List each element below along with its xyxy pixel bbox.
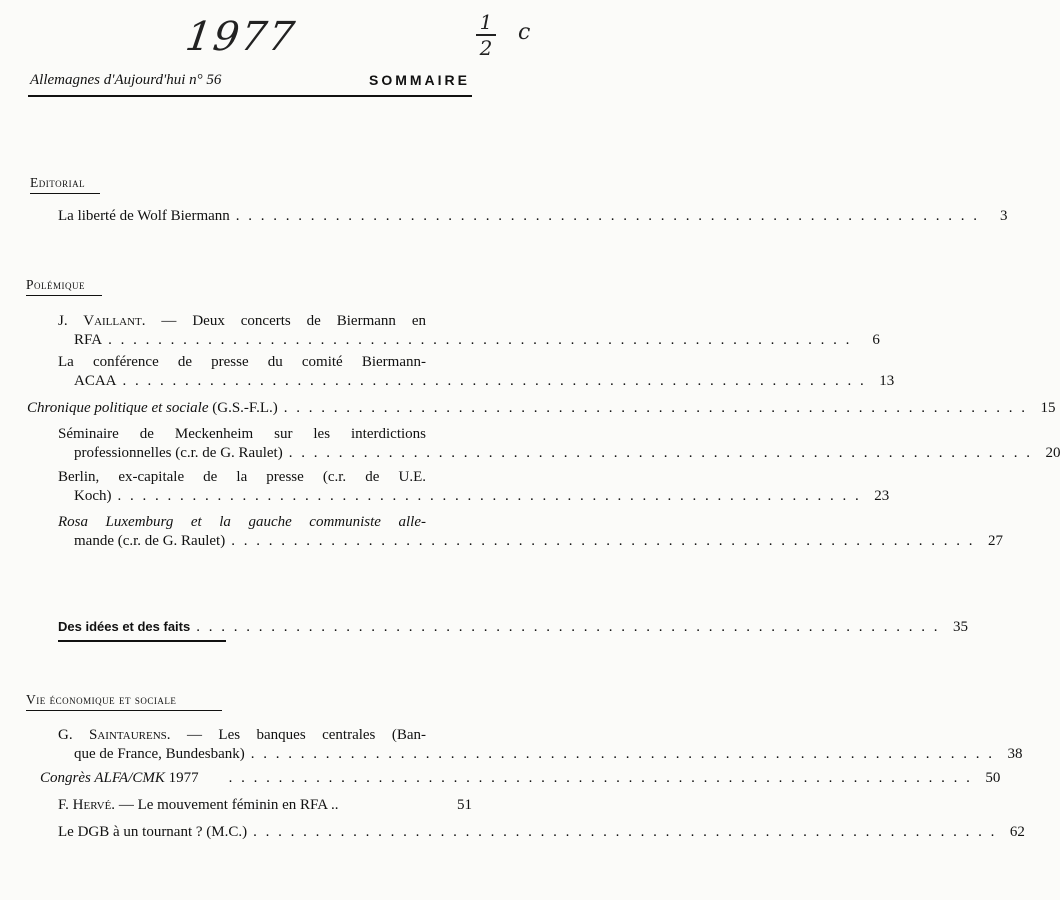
dot-leader: . . . . . . . . . . . . . . . . . . . . . . . . . . . . . . . . . . . . . . . . . . . . . . . . . . . . . . . . . . . .	[283, 400, 1028, 416]
section-editorial: Editorial	[30, 175, 86, 190]
dot-leader: . . . . . . . . . . . . . . . . . . . . . . . . . . . . . . . . . . . . . . . . . . . . . . . . . . . . . . . . . . . .	[108, 332, 852, 348]
entry-title-cont: RFA	[74, 332, 103, 348]
fraction-denominator: 2	[479, 36, 493, 60]
page-number: 3	[1000, 208, 1008, 224]
entry-title: — Deux concerts de Biermann en	[145, 313, 426, 329]
page-number: 6	[872, 332, 880, 348]
dot-leader: . . . . . . . . . . . . . . . . . . . . . . . . . . . . . . . . . . . . . . . . . . . . . . . . . . . . . . . . . . . .	[196, 619, 940, 635]
dot-leader: . . . . . . . . . . . . . . . . . . . . . . . . . . . . . . . . . . . . . . . . . . . . . . . . . . . . . . . . . . . .	[250, 746, 995, 762]
entry-title: La liberté de Wolf Biermann	[58, 208, 230, 224]
entry-title: Chronique politique et sociale	[27, 400, 209, 416]
entry-title: Séminaire de Meckenheim sur les interdictions	[58, 426, 426, 442]
section-polemique-rule	[26, 295, 102, 296]
toc-entry-chronique	[27, 399, 1056, 418]
handwritten-year: 1977	[182, 14, 300, 60]
page-number: 38	[1007, 746, 1023, 762]
section-polemique: Polémique	[26, 277, 85, 292]
page-number: 62	[1009, 824, 1025, 840]
page-number: 13	[879, 373, 895, 389]
fraction-numerator: 1	[479, 10, 493, 34]
entry-title: — Les banques centrales (Ban-	[170, 727, 426, 743]
toc-entry-luxemburg	[58, 513, 1003, 551]
toc-entry-dgb	[58, 823, 1025, 842]
page-header	[30, 72, 470, 94]
entry-title: Congrès ALFA/CMK	[40, 770, 165, 786]
entry-title-cont: professionnelles (c.r. de G. Raulet)	[74, 445, 283, 461]
page-number: 50	[985, 770, 1001, 786]
entry-title: Berlin, ex-capitale de la presse (c.r. de U.E.	[58, 469, 426, 485]
handwritten-fraction	[476, 12, 496, 58]
entry-title: — Le mouvement féminin en RFA ..	[115, 797, 339, 813]
dot-leader: . . . . . . . . . . . . . . . . . . . . . . . . . . . . . . . . . . . . . . . . . . . . . . . . . . . . . . . . . . . .	[235, 208, 980, 224]
dot-leader: . . . . . . . . . . . . . . . . . . . . . . . . . . . . . . . . . . . . . . . . . . . . . . . . . . . . . . . . . . . .	[122, 373, 867, 389]
page-number: 51	[457, 797, 472, 813]
page-number: 35	[952, 619, 968, 635]
entry-title: Le DGB à un tournant ? (M.C.)	[58, 824, 248, 840]
page-number: 27	[987, 533, 1003, 549]
toc-entry-liberte	[58, 207, 1008, 226]
entry-author: J. Vaillant.	[58, 313, 146, 329]
toc-entry-conference	[58, 353, 895, 391]
page-number: 15	[1040, 400, 1056, 416]
entry-author: G. Saintaurens.	[58, 727, 171, 743]
entry-title: Des idées et des faits	[58, 619, 191, 634]
page-number: 20	[1045, 445, 1060, 461]
header-rule	[28, 95, 472, 97]
toc-entry-meckenheim	[58, 425, 1060, 463]
journal-title: Allemagnes d'Aujourd'hui n° 56	[30, 72, 222, 88]
toc-entry-vaillant	[58, 312, 880, 350]
dot-leader: . . . . . . . . . . . . . . . . . . . . . . . . . . . . . . . . . . . . . . . . . . . . . . . . . . . . . . . . . . . .	[231, 533, 975, 549]
dot-leader: . . . . . . . . . . . . . . . . . . . . . . . . . . . . . . . . . . . . . . . . . . . . . . . . . . . . . . . . . . . .	[288, 445, 1033, 461]
entry-credit: (G.S.-F.L.)	[208, 400, 278, 416]
entry-author: F. Hervé.	[58, 797, 116, 813]
entry-title-cont: ACAA	[74, 373, 117, 389]
page-number: 23	[874, 488, 890, 504]
entry-title: Rosa Luxemburg et la gauche communiste alle-	[58, 514, 426, 530]
handwritten-mark: c	[518, 20, 531, 45]
entry-title: La conférence de presse du comité Biermann-	[58, 354, 426, 370]
sommaire-heading: SOMMAIRE	[369, 72, 470, 88]
section-editorial-rule	[30, 193, 100, 194]
section-vie-economique: Vie économique et sociale	[26, 692, 177, 707]
idees-faits-rule	[58, 640, 226, 642]
toc-entry-saintaurens	[58, 726, 1023, 764]
toc-entry-idees-faits	[58, 617, 968, 637]
dot-leader: . . . . . . . . . . . . . . . . . . . . . . . . . . . . . . . . . . . . . . . . . . . . . . . . . . . . . . . . . . . .	[228, 770, 973, 786]
dot-leader: . . . . . . . . . . . . . . . . . . . . . . . . . . . . . . . . . . . . . . . . . . . . . . . . . . . . . . . . . . . .	[117, 488, 862, 504]
entry-title-cont: mande (c.r. de G. Raulet)	[74, 533, 226, 549]
dot-leader: . . . . . . . . . . . . . . . . . . . . . . . . . . . . . . . . . . . . . . . . . . . . . . . . . . . . . . . . . . . .	[253, 824, 997, 840]
entry-year: 1977	[164, 770, 199, 786]
toc-entry-herve	[58, 796, 472, 815]
section-vie-economique-rule	[26, 710, 222, 711]
entry-title-cont: que de France, Bundesbank)	[74, 746, 245, 762]
toc-entry-congres	[40, 769, 1001, 788]
entry-title-cont: Koch)	[74, 488, 112, 504]
toc-entry-berlin	[58, 468, 890, 506]
